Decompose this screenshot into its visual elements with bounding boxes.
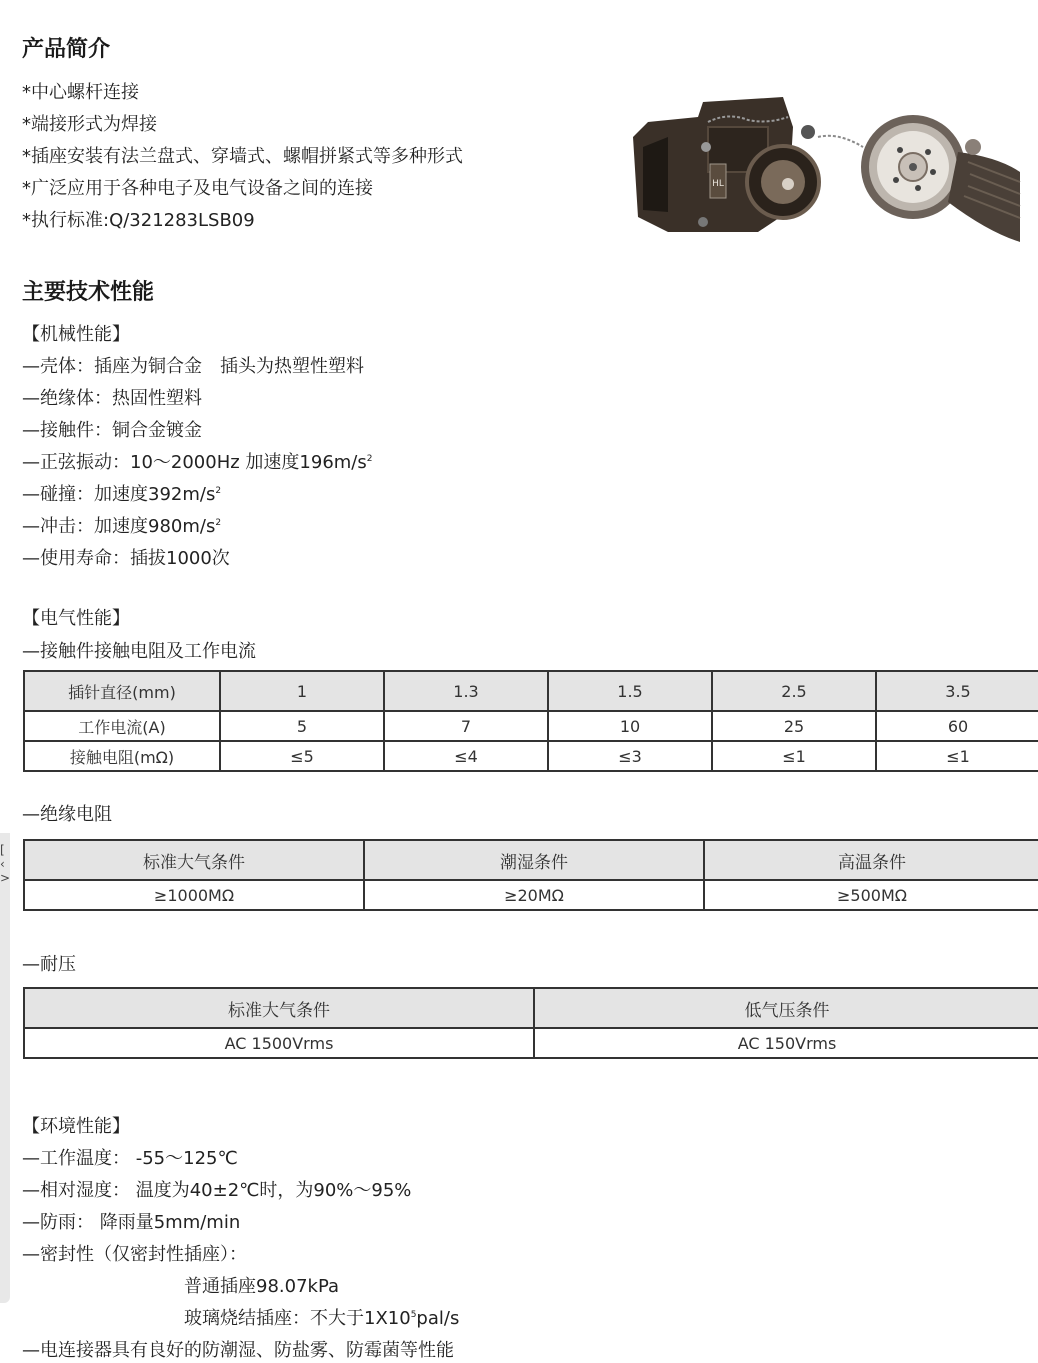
env-temperature: —工作温度： -55～125℃	[22, 1148, 238, 1169]
mech-bump-exp: 2	[215, 486, 222, 496]
env-protection: —电连接器具有良好的防潮湿、防盐雾、防霉菌等性能	[22, 1340, 454, 1361]
table-cell: AC 150Vrms	[534, 1028, 1038, 1058]
mech-vibration-exp: 2	[366, 454, 373, 464]
mech-bump-text: —碰撞：加速度392m/s	[22, 484, 216, 505]
table-cell: 接触电阻(mΩ)	[24, 741, 220, 771]
table-cell: 低气压条件	[534, 988, 1038, 1028]
table-cell: 高温条件	[704, 840, 1038, 880]
mech-bump	[22, 480, 221, 506]
table-cell: ≥500MΩ	[704, 880, 1038, 910]
contact-table	[23, 670, 1038, 772]
table-cell: 插针直径(mm)	[24, 671, 220, 711]
side-tab-glyphs: [ ‹ >	[0, 843, 11, 885]
table-cell: 标准大气条件	[24, 840, 364, 880]
mech-shock-text: —冲击：加速度980m/s	[22, 516, 216, 537]
env-sealing-glass-unit: pal/s	[416, 1308, 460, 1329]
table-cell: 1.5	[548, 671, 712, 711]
mech-vibration	[22, 448, 372, 474]
table-cell: 10	[548, 711, 712, 741]
table-row	[24, 1028, 1038, 1058]
intro-item: *中心螺杆连接	[22, 82, 139, 103]
env-sealing-normal: 普通插座98.07kPa	[184, 1276, 340, 1297]
table-cell: ≤4	[384, 741, 548, 771]
table-cell: ≤5	[220, 741, 384, 771]
mech-vibration-text: —正弦振动：10～2000Hz 加速度196m/s	[22, 452, 367, 473]
performance-title: 主要技术性能	[22, 280, 155, 305]
table-row	[24, 880, 1038, 910]
env-humidity: —相对湿度： 温度为40±2℃时，为90%～95%	[22, 1180, 412, 1201]
table-cell: 7	[384, 711, 548, 741]
voltage-table	[23, 987, 1038, 1059]
table-cell: 2.5	[712, 671, 876, 711]
brand-mark-text: HL	[712, 179, 724, 189]
insulation-title: —绝缘电阻	[22, 804, 112, 825]
table-cell: ≤1	[876, 741, 1038, 771]
connector-product-photo	[628, 92, 1023, 252]
side-section-tab	[0, 833, 10, 1303]
intro-item: *执行标准:Q/321283LSB09	[22, 210, 255, 231]
table-cell: 1.3	[384, 671, 548, 711]
env-sealing: —密封性（仅密封性插座）：	[22, 1244, 247, 1265]
env-rain: —防雨： 降雨量5mm/min	[22, 1212, 241, 1233]
intro-item: *插座安装有法兰盘式、穿墙式、螺帽拼紧式等多种形式	[22, 146, 463, 167]
table-row	[24, 741, 1038, 771]
intro-item: *广泛应用于各种电子及电气设备之间的连接	[22, 178, 373, 199]
mech-insulator: —绝缘体：热固性塑料	[22, 388, 202, 409]
table-cell: 潮湿条件	[364, 840, 704, 880]
table-row	[24, 988, 1038, 1028]
table-cell: 60	[876, 711, 1038, 741]
intro-item: *端接形式为焊接	[22, 114, 157, 135]
table-cell: 25	[712, 711, 876, 741]
table-row	[24, 840, 1038, 880]
table-row	[24, 711, 1038, 741]
intro-title: 产品简介	[22, 37, 111, 62]
mechanical-heading: 【机械性能】	[22, 324, 130, 345]
insulation-table	[23, 839, 1038, 911]
table-cell: AC 1500Vrms	[24, 1028, 534, 1058]
mech-shock-exp: 2	[215, 518, 222, 528]
table-cell: 标准大气条件	[24, 988, 534, 1028]
table-cell: 5	[220, 711, 384, 741]
mech-contacts: —接触件：铜合金镀金	[22, 420, 202, 441]
table-cell: ≥20MΩ	[364, 880, 704, 910]
contact-resistance-title: —接触件接触电阻及工作电流	[22, 641, 256, 662]
electrical-heading: 【电气性能】	[22, 608, 130, 629]
mech-shell: —壳体：插座为铜合金 插头为热塑性塑料	[22, 356, 364, 377]
table-cell: 工作电流(A)	[24, 711, 220, 741]
mech-shock	[22, 512, 221, 538]
table-cell: 1	[220, 671, 384, 711]
mech-life: —使用寿命：插拔1000次	[22, 548, 230, 569]
table-cell: ≥1000MΩ	[24, 880, 364, 910]
env-sealing-glass	[184, 1304, 459, 1330]
env-sealing-glass-exp: 5	[410, 1310, 417, 1320]
table-cell: ≤1	[712, 741, 876, 771]
environmental-heading: 【环境性能】	[22, 1116, 130, 1137]
env-sealing-glass-text: 玻璃烧结插座：不大于1X10	[184, 1308, 411, 1329]
table-cell: ≤3	[548, 741, 712, 771]
voltage-title: —耐压	[22, 954, 76, 975]
table-row	[24, 671, 1038, 711]
table-cell: 3.5	[876, 671, 1038, 711]
